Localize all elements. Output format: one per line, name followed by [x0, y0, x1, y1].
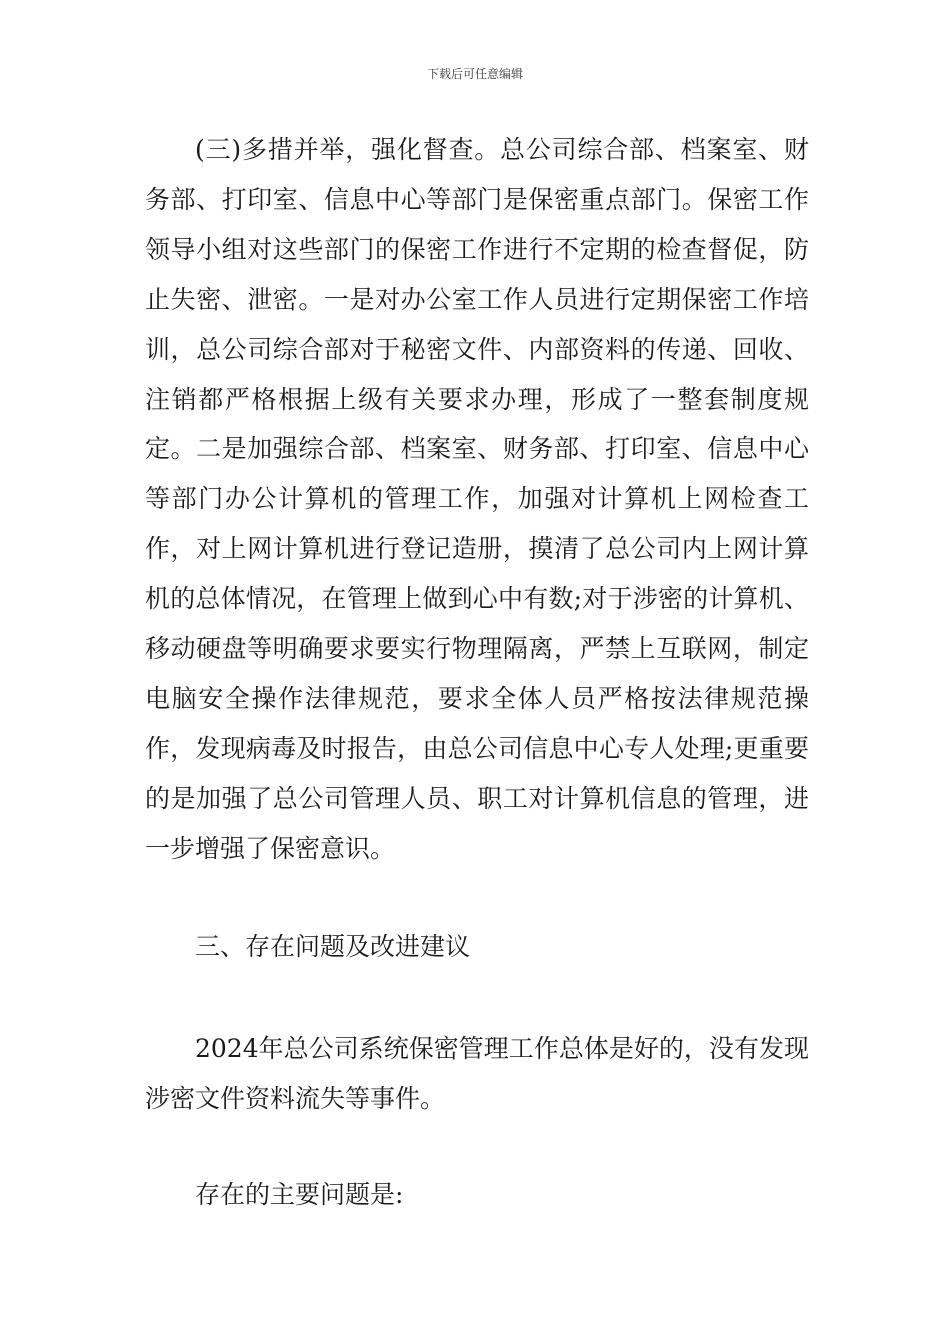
paragraph-summary: 2024年总公司系统保密管理工作总体是好的，没有发现涉密文件资料流失等事件。 — [145, 1034, 809, 1113]
paragraph-main-problems: 存在的主要问题是: — [195, 1180, 404, 1209]
page-header-note: 下载后可任意编辑 — [426, 67, 523, 81]
paragraph-supervision: (三)多措并举，强化督查。总公司综合部、档案室、财务部、打印室、信息中心等部门是保密重点部门。保密工作领导小组对这些部门的保密工作进行不定期的检查督促，防止失密、泄密。一是对办公室工作人员进行定期保密工作培训，总公司综合部对于秘密文件、内部资料的传递、回收、注销都严格根据上级有关要求办理，形成了一整套制度规定。二是加强综合部、档案室、财务部、打印室、信息中心等部门办公计算机的管理工作，加强对计算机上网检查工作，对上网计算机进行登记造册，摸清了总公司内上网计算机的总体情况，在管理上做到心中有数;对于涉密的计算机、移动硬盘等明确要求要实行物理隔离，严禁上互联网，制定电脑安全操作法律规范，要求全体人员严格按法律规范操作，发现病毒及时报告，由总公司信息中心专人处理;更重要的是加强了总公司管理人员、职工对计算机信息的管理，进一步增强了保密意识。 — [145, 135, 809, 863]
section-heading-problems: 三、存在问题及改进建议 — [195, 932, 471, 961]
